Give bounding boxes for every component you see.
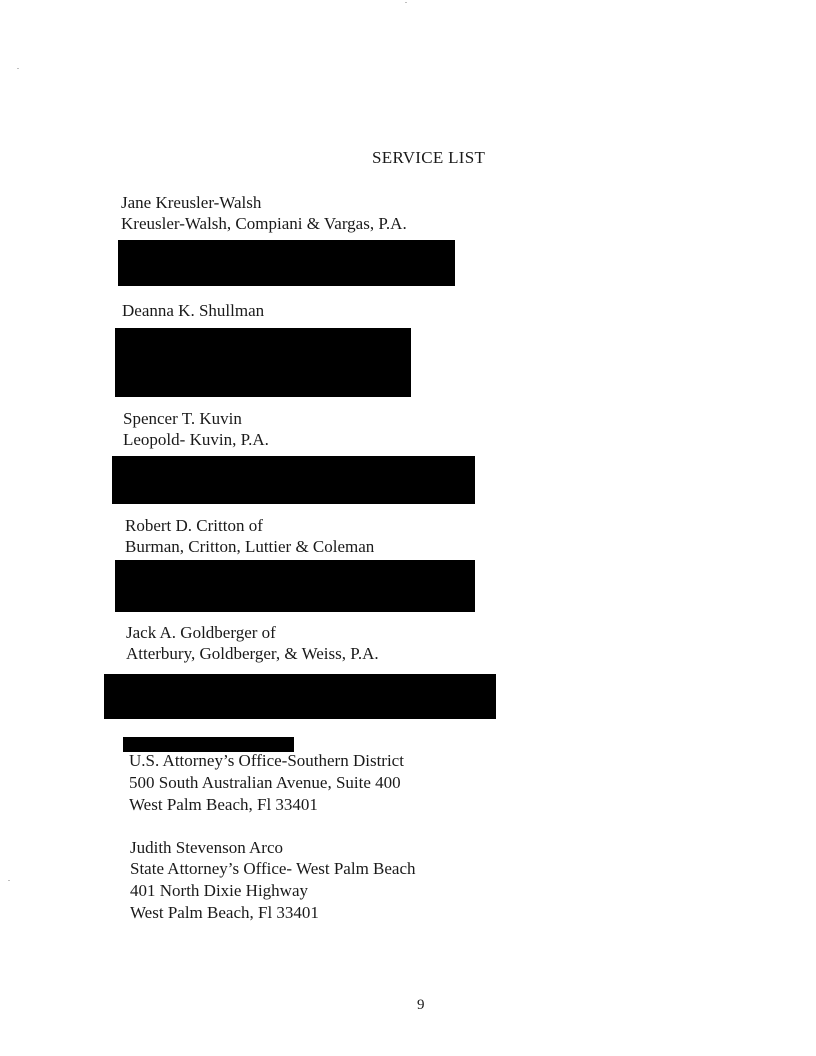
redaction-block: [123, 737, 294, 752]
entry-6-office: U.S. Attorney’s Office-Southern District: [129, 751, 404, 770]
entry-6-city: West Palm Beach, Fl 33401: [129, 795, 318, 814]
redaction-block: [112, 456, 475, 504]
entry-7-city: West Palm Beach, Fl 33401: [130, 903, 319, 922]
entry-5-name: Jack A. Goldberger of: [126, 623, 276, 642]
entry-3-firm: Leopold- Kuvin, P.A.: [123, 430, 269, 449]
entry-2-name: Deanna K. Shullman: [122, 301, 265, 320]
entry-3-name: Spencer T. Kuvin: [123, 409, 242, 428]
entry-4-firm: Burman, Critton, Luttier & Coleman: [125, 537, 375, 556]
entry-1-firm: Kreusler-Walsh, Compiani & Vargas, P.A.: [121, 214, 407, 233]
scan-speck: [8, 880, 10, 881]
scan-speck: [405, 2, 407, 3]
entry-5-firm: Atterbury, Goldberger, & Weiss, P.A.: [126, 644, 379, 663]
entry-7-name: Judith Stevenson Arco: [130, 838, 283, 857]
redaction-block: [115, 560, 475, 612]
entry-7-address: 401 North Dixie Highway: [130, 881, 309, 900]
entry-6-address: 500 South Australian Avenue, Suite 400: [129, 773, 401, 792]
page-title: SERVICE LIST: [372, 148, 486, 167]
redaction-block: [104, 674, 496, 719]
redaction-block: [115, 328, 411, 397]
redaction-block: [118, 240, 455, 286]
page-number: 9: [417, 997, 425, 1013]
entry-1-name: Jane Kreusler-Walsh: [121, 193, 262, 212]
entry-4-name: Robert D. Critton of: [125, 516, 263, 535]
scan-speck: [17, 68, 19, 69]
entry-7-office: State Attorney’s Office- West Palm Beach: [130, 859, 416, 878]
